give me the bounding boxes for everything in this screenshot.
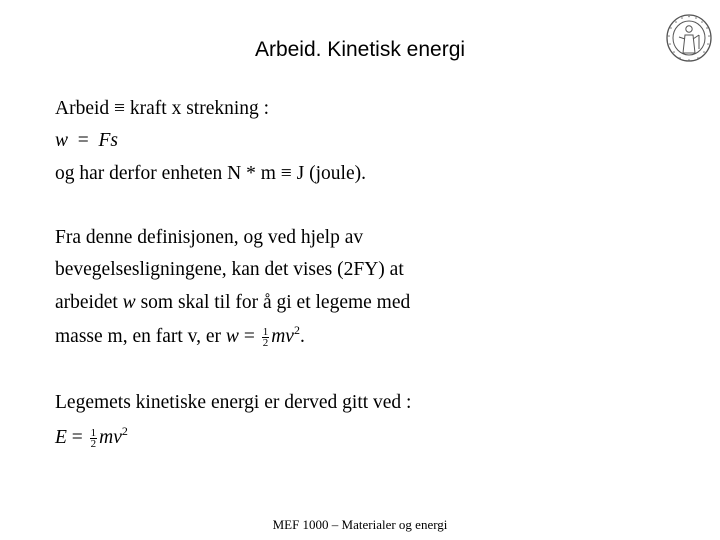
- university-seal-icon: [665, 13, 713, 63]
- paragraph-line-1: Fra denne definisjonen, og ved hjelp av: [55, 227, 364, 248]
- page-title: Arbeid. Kinetisk energi: [254, 38, 466, 61]
- definition-line: Arbeid ≡ kraft x strekning :: [55, 98, 270, 119]
- paragraph-line-3: arbeidet w som skal til for å gi et legeme med: [55, 292, 411, 313]
- unit-line: og har derfor enheten N * m ≡ J (joule).: [55, 163, 366, 184]
- formula-work: w = Fs: [55, 130, 119, 151]
- kinetic-energy-line: Legemets kinetiske energi er derved gitt ved :: [55, 392, 412, 413]
- formula-kinetic-energy: E = $\frac{1}{2}$ $mv^2$: [55, 424, 128, 451]
- footer-text: MEF 1000 – Materialer og energi: [272, 517, 448, 532]
- paragraph-line-4: masse m, en fart v, er w = $\frac{1}{2}$ $mv^2$.: [55, 323, 305, 350]
- fraction-half: $\frac{1}{2}$: [262, 326, 269, 350]
- fraction-half: $\frac{1}{2}$: [90, 427, 97, 451]
- paragraph-line-2: bevegelsesligningene, kan det vises (2FY) at: [55, 259, 404, 280]
